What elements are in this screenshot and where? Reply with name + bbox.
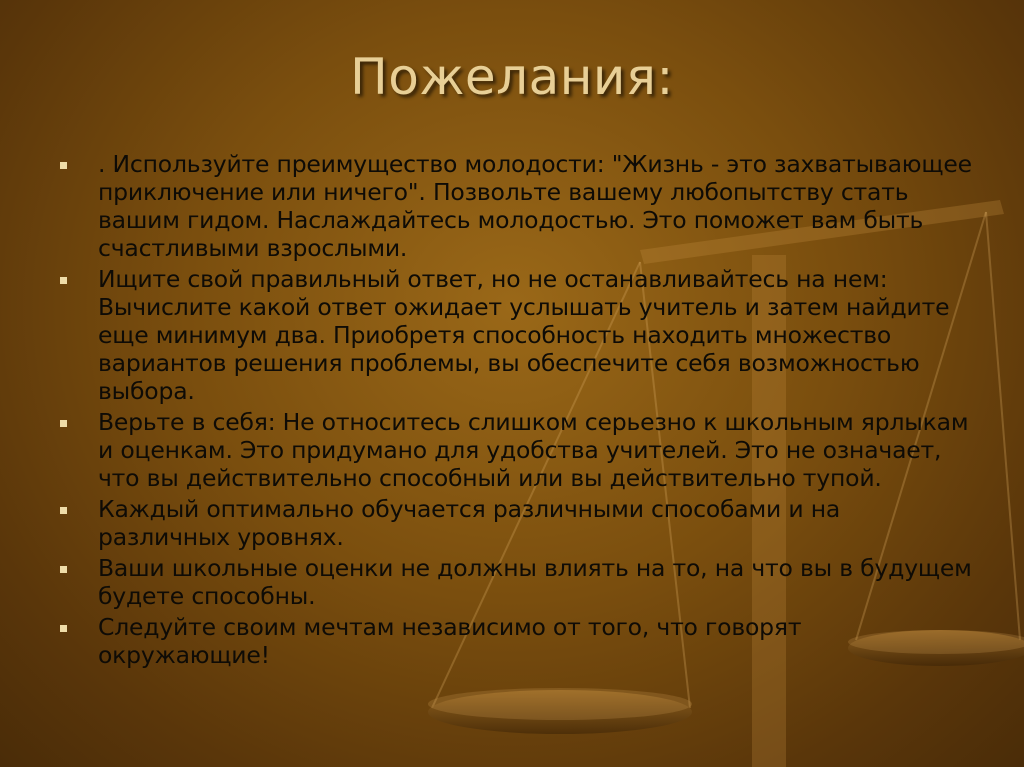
list-item <box>58 613 978 669</box>
bullet-icon <box>60 420 67 427</box>
list-item <box>58 408 978 492</box>
list-item <box>58 554 978 610</box>
list-item-text: Следуйте своим мечтам независимо от того, что говорят окружающие! <box>98 613 802 669</box>
bullet-icon <box>60 507 67 514</box>
bullet-icon <box>60 566 67 573</box>
list-item-text: Верьте в себя: Не относитесь слишком серьезно к школьным ярлыкам и оценкам. Это придумано для удобства учителей. Это не означает, что вы действительно способный или вы действительно тупой. <box>98 408 969 492</box>
list-item-text: Ваши школьные оценки не должны влиять на то, на что вы в будущем будете способны. <box>98 554 972 610</box>
list-item-text: Ищите свой правильный ответ, но не останавливайтесь на нем: Вычислите какой ответ ожидает услышать учитель и затем найдите еще минимум два. Приобретя способность находить множество вариантов решения проблемы, вы обеспечите себя возможностью выбора. <box>98 265 950 405</box>
bullet-icon <box>60 277 67 284</box>
list-item <box>58 150 978 262</box>
bullet-icon <box>60 162 67 169</box>
list-item-text: Каждый оптимально обучается различными способами и на различных уровнях. <box>98 495 841 551</box>
bullet-icon <box>60 625 67 632</box>
list-item-text: . Используйте преимущество молодости: "Жизнь - это захватывающее приключение или ничего". Позвольте вашему любопытству стать вашим гидом. Наслаждайтесь молодостью. Это поможет вам быть счастливыми взрослыми. <box>98 150 972 262</box>
bullet-list <box>58 150 978 672</box>
list-item <box>58 265 978 405</box>
list-item <box>58 495 978 551</box>
slide-title: Пожелания: <box>350 48 674 106</box>
